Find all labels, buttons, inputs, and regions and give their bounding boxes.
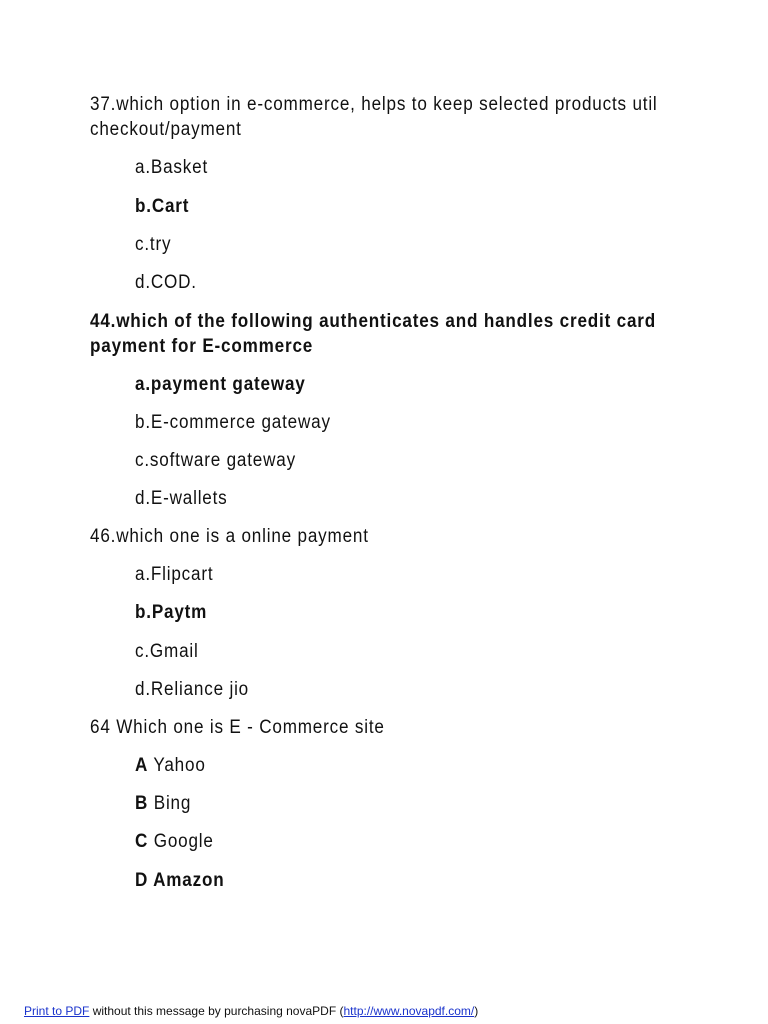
question-44-text: 44.which of the following authenticates and handles credit card (90, 311, 657, 332)
option-64-a (135, 754, 206, 778)
question-64-text: 64 Which one is E - Commerce site (90, 717, 385, 738)
option-46-c: c.Gmail (135, 641, 199, 662)
option-37-b-answer: b.Cart (135, 196, 190, 217)
option-44-d: d.E-wallets (135, 488, 228, 509)
option-64-b (135, 792, 191, 816)
option-37-d: d.COD. (135, 272, 197, 293)
option-37-a: a.Basket (135, 157, 209, 178)
option-64-b-text: Bing (148, 793, 192, 814)
novapdf-footer (24, 1004, 478, 1018)
footer-close-paren: ) (474, 1004, 479, 1018)
option-46-a: a.Flipcart (135, 564, 214, 585)
option-64-c (135, 830, 214, 854)
novapdf-url-link[interactable]: http://www.novapdf.com/ (343, 1004, 475, 1018)
footer-message: without this message by purchasing novaPDF ( (89, 1004, 344, 1018)
option-64-c-text: Google (148, 831, 214, 852)
option-64-d-letter: D (135, 870, 149, 891)
option-46-b-answer: b.Paytm (135, 602, 208, 623)
option-44-a-answer: a.payment gateway (135, 374, 306, 395)
option-64-c-letter: C (135, 831, 149, 852)
question-37-text: 37.which option in e-commerce, helps to keep selected products util (90, 94, 658, 115)
option-46-d: d.Reliance jio (135, 679, 250, 700)
option-64-d-text: Amazon (148, 870, 225, 891)
question-44-text-cont: payment for E-commerce (90, 336, 314, 357)
question-37-text-cont: checkout/payment (90, 119, 242, 140)
option-64-a-text: Yahoo (148, 755, 206, 776)
print-to-pdf-link[interactable]: Print to PDF (24, 1004, 90, 1018)
option-44-c: c.software gateway (135, 450, 296, 471)
option-37-c: c.try (135, 234, 172, 255)
option-44-b: b.E-commerce gateway (135, 412, 331, 433)
option-64-d-answer (135, 869, 224, 893)
option-64-b-letter: B (135, 793, 149, 814)
question-46-text: 46.which one is a online payment (90, 526, 369, 547)
option-64-a-letter: A (135, 755, 149, 776)
